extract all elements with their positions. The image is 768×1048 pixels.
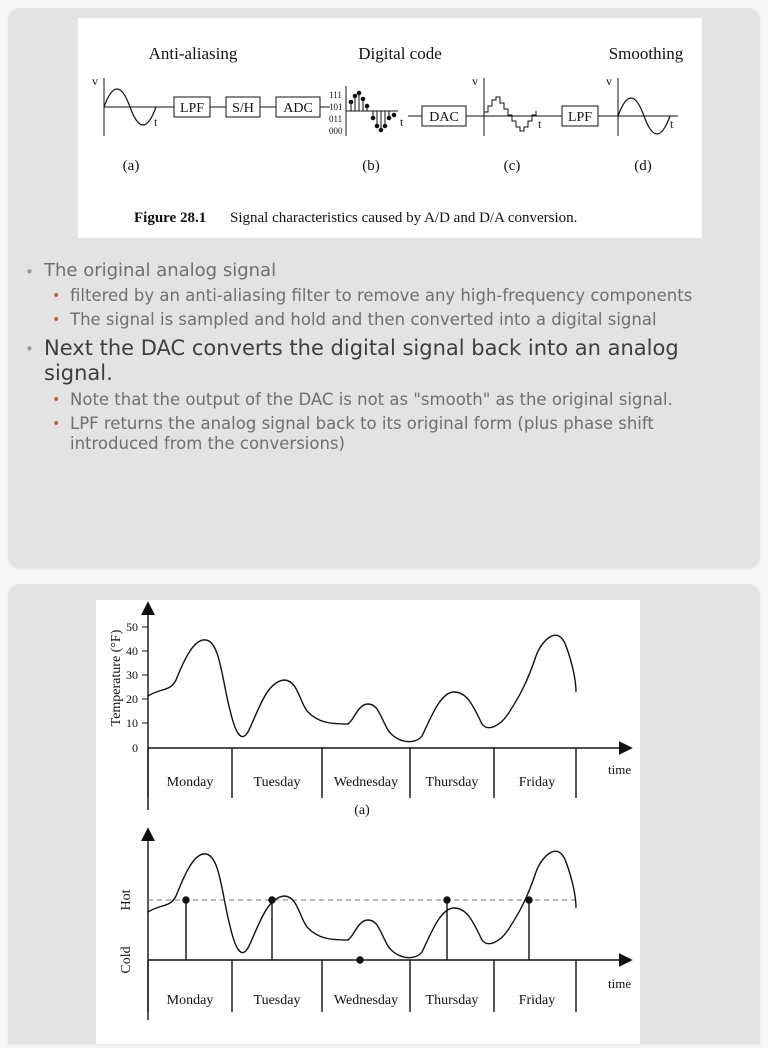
- ytick-50: 50: [126, 620, 138, 634]
- figure-ad-da-conversion: [78, 18, 702, 238]
- bullet-dac-converts: [16, 336, 736, 386]
- ytick-40: 40: [126, 644, 138, 658]
- slide-1: [8, 8, 760, 568]
- day-label-monday: Monday: [166, 775, 214, 790]
- signal-chain-diagram: [78, 18, 702, 238]
- cold-label: Cold: [119, 946, 134, 974]
- sub-bullet-marker: •: [52, 312, 61, 328]
- hot-label: Hot: [119, 889, 134, 911]
- bullet-original-signal: [16, 260, 736, 282]
- day-label-tuesday-b: Tuesday: [253, 993, 301, 1008]
- output-sine-plot: [606, 74, 678, 136]
- t-label-d: t: [670, 117, 674, 131]
- bullet-text: Next the DAC converts the digital signal back into an analog signal.: [44, 336, 679, 385]
- sub-bullet-text: Note that the output of the DAC is not as "smooth" as the original signal.: [70, 390, 673, 409]
- day-label-friday: Friday: [518, 775, 556, 790]
- bullet-text: The original analog signal: [44, 260, 277, 281]
- day-label-wednesday-b: Wednesday: [333, 993, 399, 1008]
- ytick-30: 30: [126, 668, 138, 682]
- sub-bullet-marker: •: [52, 288, 61, 304]
- figure-caption-number: Figure 28.1: [134, 210, 207, 226]
- slide-2: [8, 584, 760, 1044]
- temperature-curve: [148, 635, 576, 741]
- sub-bullet-marker: •: [52, 392, 61, 408]
- sub-bullet-filtered: [16, 286, 736, 306]
- figure-caption-text: Signal characteristics caused by A/D and D/A conversion.: [230, 210, 578, 226]
- dac-label: DAC: [429, 110, 459, 125]
- sub-bullet-lpf-returns: [16, 414, 736, 454]
- temperature-diagram: [96, 600, 640, 1044]
- sub-bullet-text: filtered by an anti-aliasing filter to remove any high-frequency components: [70, 286, 693, 305]
- v-label-a: v: [92, 74, 98, 88]
- smoothing-heading: Smoothing: [608, 44, 684, 63]
- temperature-axis-label: Temperature (°F): [109, 629, 124, 727]
- sub-bullet-text: The signal is sampled and hold and then converted into a digital signal: [70, 310, 657, 329]
- sub-bullet-not-smooth: [16, 390, 736, 410]
- t-label-b: t: [400, 115, 404, 129]
- ytick-10: 10: [126, 716, 138, 730]
- bullet-marker: •: [25, 340, 34, 358]
- digital-code-plot: [329, 86, 404, 136]
- sample-hold-label: S/H: [232, 101, 254, 116]
- sub-bullet-marker: •: [52, 416, 61, 432]
- sublabel-b: (b): [362, 158, 380, 174]
- lpf-label-out: LPF: [567, 110, 593, 125]
- temperature-plot: [109, 604, 631, 818]
- v-label-c: v: [472, 74, 478, 88]
- sample-stems: [183, 897, 532, 963]
- bullet-list: [16, 260, 736, 458]
- day-label-thursday: Thursday: [425, 775, 479, 790]
- t-label-a: t: [154, 115, 158, 129]
- day-label-wednesday: Wednesday: [333, 775, 399, 790]
- anti-aliasing-heading: Anti-aliasing: [148, 44, 238, 63]
- ytick-0: 0: [132, 741, 138, 755]
- sub-bullet-sampled: [16, 310, 736, 330]
- day-label-friday-b: Friday: [518, 993, 556, 1008]
- v-label-d: v: [606, 74, 612, 88]
- sublabel-a: (a): [122, 158, 140, 174]
- code-000: 000: [329, 126, 343, 136]
- sublabel-c: (c): [503, 158, 521, 174]
- code-011: 011: [329, 114, 343, 124]
- t-label-c: t: [538, 117, 542, 131]
- time-axis-label: time: [608, 762, 632, 777]
- lpf-label-in: LPF: [179, 101, 205, 116]
- day-label-thursday-b: Thursday: [425, 993, 479, 1008]
- ytick-20: 20: [126, 692, 138, 706]
- day-label-tuesday: Tuesday: [253, 775, 301, 790]
- time-axis-label-b: time: [608, 976, 632, 991]
- adc-label: ADC: [283, 101, 313, 116]
- code-111: 111: [329, 90, 342, 100]
- digital-code-heading: Digital code: [358, 44, 442, 63]
- sublabel-d: (d): [634, 158, 652, 174]
- sub-bullet-text: LPF returns the analog signal back to its original form (plus phase shift introduced from the conversions): [70, 414, 654, 453]
- figure-temperature-sampling: [96, 600, 640, 1044]
- day-label-monday-b: Monday: [166, 993, 214, 1008]
- temperature-curve-b: [148, 851, 576, 957]
- sublabel-a-bottom: (a): [354, 803, 370, 818]
- code-101: 101: [329, 102, 343, 112]
- bullet-marker: •: [25, 263, 34, 281]
- input-sine-plot: [92, 74, 158, 136]
- staircase-plot: [472, 74, 562, 136]
- hot-cold-plot: [119, 830, 631, 1020]
